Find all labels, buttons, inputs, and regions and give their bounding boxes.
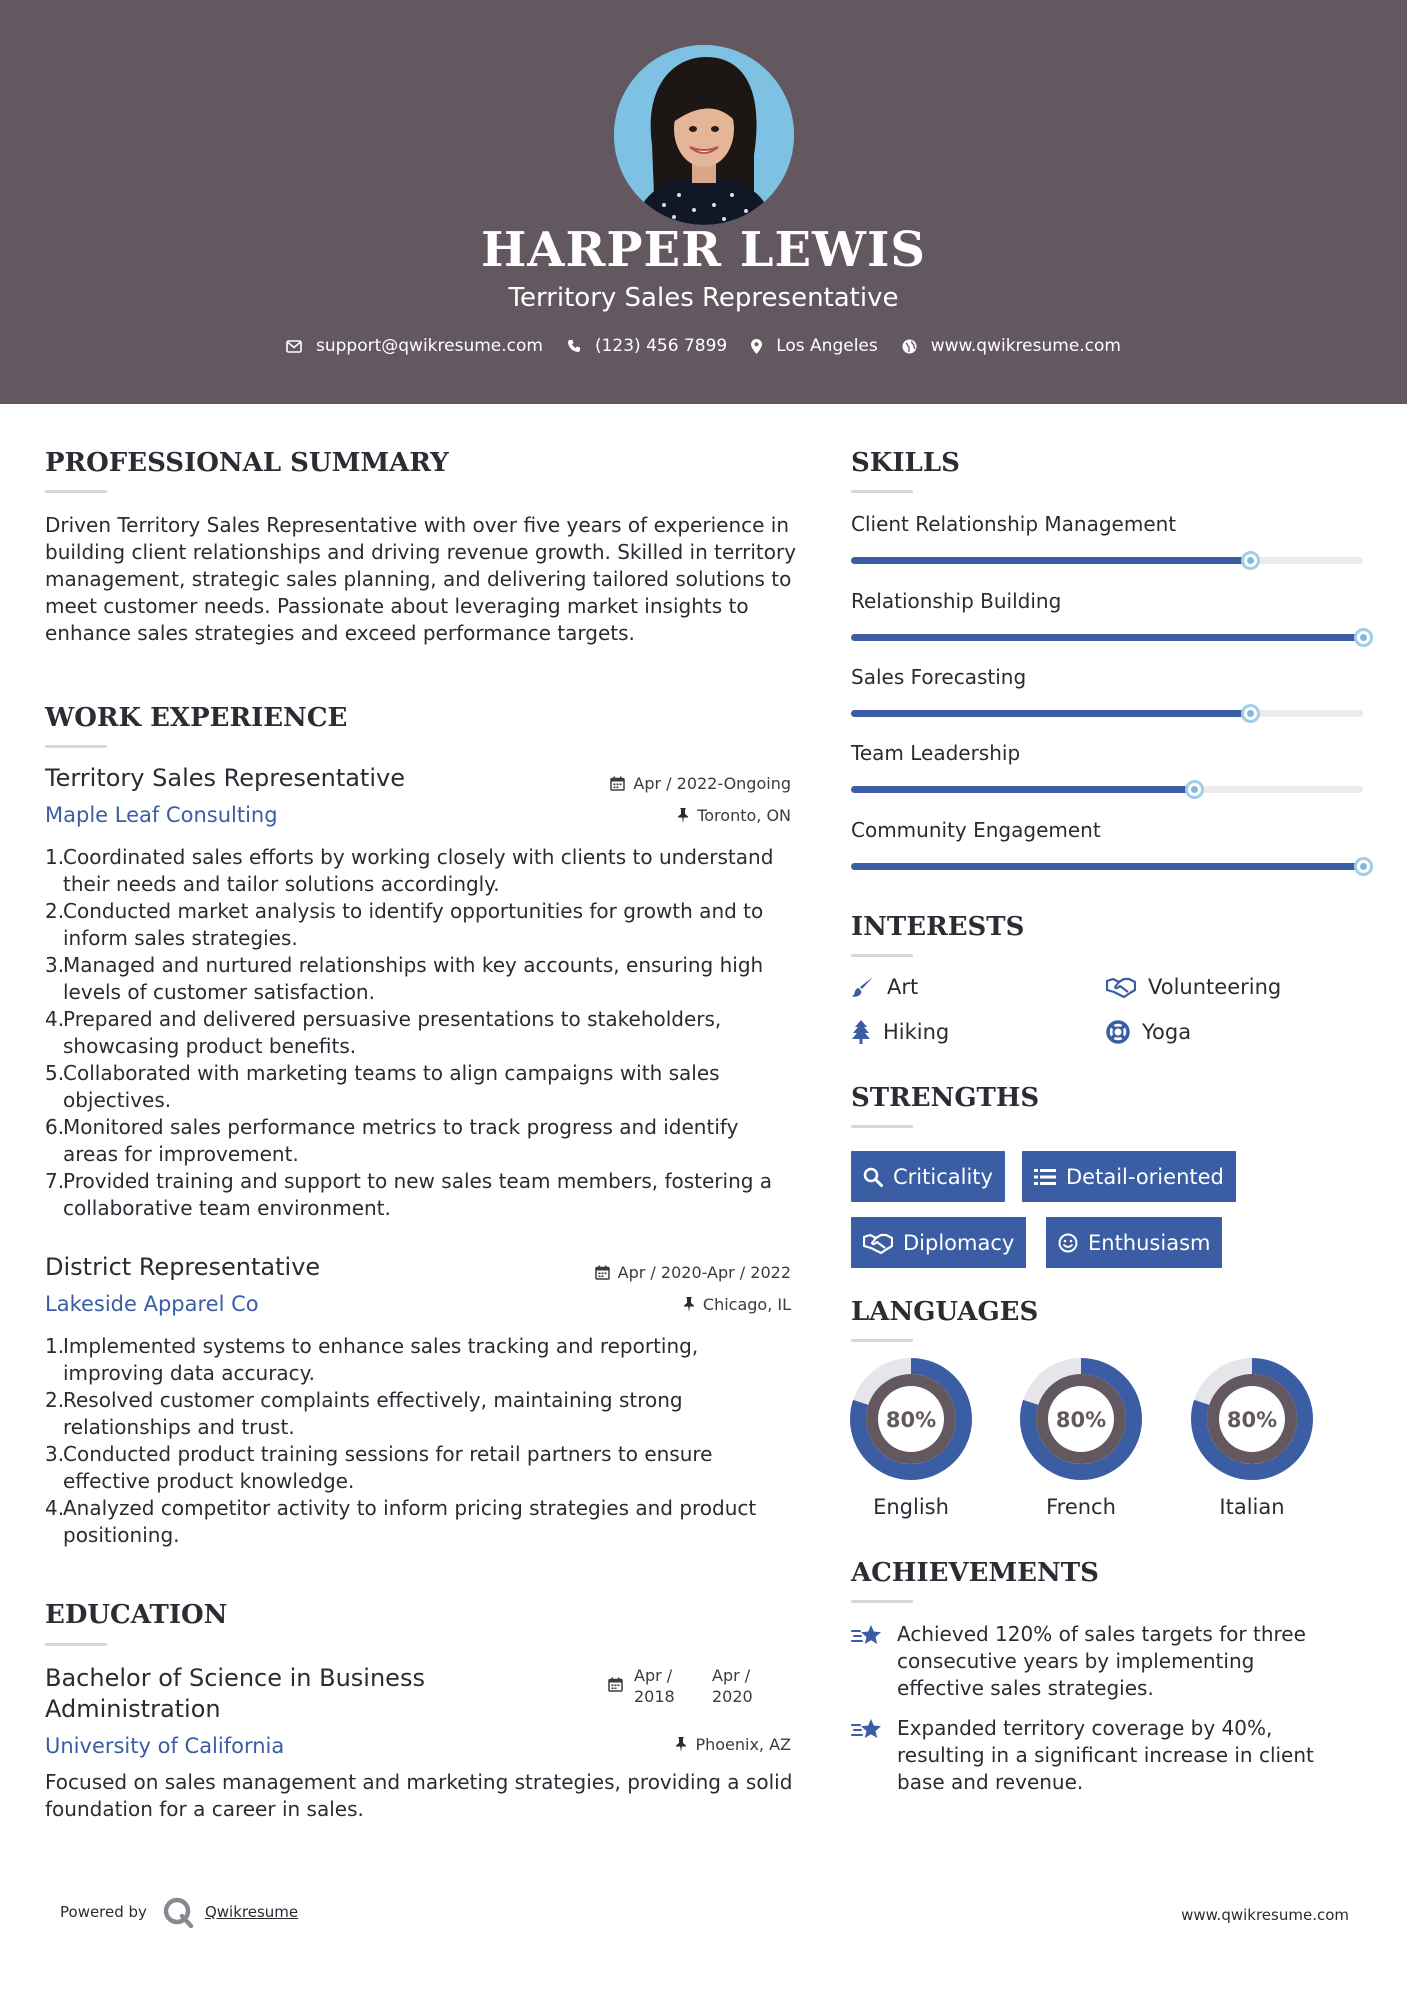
education-heading: EDUCATION xyxy=(45,1600,228,1630)
education-end-line2: 2020 xyxy=(712,1687,753,1706)
interest-hiking xyxy=(851,1020,949,1044)
list-item: 6. Monitored sales performance metrics to track progress and identify areas for improvement. xyxy=(45,1115,739,1166)
handshake-icon xyxy=(1106,976,1136,998)
degree-title-line2: Administration xyxy=(45,1695,221,1723)
skill-bar xyxy=(851,710,1363,717)
achievements-heading-rule xyxy=(851,1600,913,1603)
search-icon xyxy=(863,1167,883,1187)
job-bullets xyxy=(45,844,797,1222)
strength-label: Detail-oriented xyxy=(1066,1164,1224,1189)
profile-photo-illustration xyxy=(614,45,794,225)
strength-tag xyxy=(851,1217,1026,1268)
candidate-title: Territory Sales Representative xyxy=(508,283,899,313)
skill-bar-knob xyxy=(1241,551,1260,570)
achievements-heading: ACHIEVEMENTS xyxy=(851,1558,1099,1588)
paintbrush-icon xyxy=(851,975,875,999)
list-item: 1. Implemented systems to enhance sales tracking and reporting, improving data accuracy. xyxy=(45,1334,699,1385)
list-item-text: Prepared and delivered persuasive presentations to stakeholders, showcasing product benefits. xyxy=(63,1007,722,1058)
qwikresume-link[interactable]: Qwikresume xyxy=(204,1903,299,1921)
pushpin-icon xyxy=(683,1297,695,1312)
list-item-text: Provided training and support to new sales team members, fostering a collaborative team environment. xyxy=(63,1169,773,1220)
education-location xyxy=(520,1735,791,1754)
achievement-text: Achieved 120% of sales targets for three consecutive years by implementing effective sales strategies. xyxy=(897,1622,1306,1700)
interests-heading: INTERESTS xyxy=(851,912,1025,942)
language-percent: 80% xyxy=(1226,1408,1278,1432)
language-name: English xyxy=(873,1495,949,1519)
language-percent: 80% xyxy=(1055,1408,1107,1432)
contact-phone-text: (123) 456 7899 xyxy=(594,336,728,356)
language-name: Italian xyxy=(1219,1495,1285,1519)
pushpin-icon xyxy=(675,1737,687,1752)
list-item: 4. Analyzed competitor activity to inform pricing strategies and product positioning. xyxy=(45,1496,757,1547)
profile-photo xyxy=(614,45,794,225)
list-item: 3. Managed and nurtured relationships with key accounts, ensuring high levels of customer satisfaction. xyxy=(45,953,764,1004)
skill-bar-knob xyxy=(1185,780,1204,799)
interest-label: Hiking xyxy=(883,1020,950,1044)
strength-tag xyxy=(851,1151,1005,1202)
skill-bar xyxy=(851,863,1363,870)
footer-powered-by xyxy=(60,1895,298,1929)
skill-name: Relationship Building xyxy=(851,589,1062,613)
list-item: 1. Coordinated sales efforts by working closely with clients to understand their needs and tailor solutions accordingly. xyxy=(45,845,774,896)
language-percent: 80% xyxy=(885,1408,937,1432)
contact-bar xyxy=(0,336,1407,356)
handshake-icon xyxy=(863,1232,893,1254)
job-location-text: Toronto, ON xyxy=(697,806,791,825)
strengths-heading: STRENGTHS xyxy=(851,1083,1040,1113)
contact-website-text: www.qwikresume.com xyxy=(930,336,1121,356)
shooting-star-icon xyxy=(851,1717,883,1743)
list-item-text: Coordinated sales efforts by working closely with clients to understand their needs and tailor solutions accordingly. xyxy=(63,845,774,896)
calendar-icon xyxy=(595,1265,610,1280)
lifebuoy-icon xyxy=(1106,1020,1130,1044)
list-item: 5. Collaborated with marketing teams to align campaigns with sales objectives. xyxy=(45,1061,720,1112)
footer-website[interactable]: www.qwikresume.com xyxy=(1181,1906,1349,1924)
education-end-date xyxy=(712,1665,753,1707)
achievement-text: Expanded territory coverage by 40%, resulting in a significant increase in client base and revenue. xyxy=(897,1716,1314,1794)
experience-heading-rule xyxy=(45,745,107,748)
contact-location-text: Los Angeles xyxy=(776,336,878,356)
strength-tag xyxy=(1046,1217,1222,1268)
list-item: 3. Conducted product training sessions for retail partners to ensure effective product knowledge. xyxy=(45,1442,713,1493)
education-start-line1: Apr / xyxy=(634,1666,673,1685)
job-dates xyxy=(520,774,791,793)
language-ring-graphic xyxy=(1190,1357,1314,1481)
strengths-heading-rule xyxy=(851,1125,913,1128)
language-ring xyxy=(849,1357,973,1485)
list-item-text: Conducted market analysis to identify opportunities for growth and to inform sales strategies. xyxy=(63,899,764,950)
skill-name: Client Relationship Management xyxy=(851,512,1177,536)
calendar-icon xyxy=(608,1677,623,1692)
languages-heading: LANGUAGES xyxy=(851,1297,1039,1327)
resume-header xyxy=(0,0,1407,404)
interest-art xyxy=(851,975,918,999)
job-location xyxy=(520,806,791,825)
list-icon xyxy=(1034,1168,1056,1186)
skill-bar-knob xyxy=(1241,704,1260,723)
job-company: Lakeside Apparel Co xyxy=(45,1292,259,1316)
summary-heading: PROFESSIONAL SUMMARY xyxy=(45,448,449,478)
skill-bar-fill xyxy=(851,863,1363,870)
skill-bar-fill xyxy=(851,634,1363,641)
experience-heading: WORK EXPERIENCE xyxy=(45,703,348,733)
map-pin-icon xyxy=(751,339,762,354)
job-title: Territory Sales Representative xyxy=(45,764,405,792)
skill-bar-fill xyxy=(851,710,1250,717)
summary-heading-rule xyxy=(45,490,107,493)
skill-bar xyxy=(851,634,1363,641)
skill-name: Sales Forecasting xyxy=(851,665,1027,689)
tree-icon xyxy=(851,1020,871,1044)
interest-label: Art xyxy=(887,975,919,999)
calendar-icon xyxy=(610,776,625,791)
education-end-line1: Apr / xyxy=(712,1666,751,1685)
list-item-text: Implemented systems to enhance sales tracking and reporting, improving data accuracy. xyxy=(63,1334,699,1385)
education-start-date xyxy=(634,1665,675,1707)
job-bullets xyxy=(45,1333,797,1549)
achievement-item xyxy=(851,1715,1341,1796)
job-title: District Representative xyxy=(45,1253,321,1281)
skill-name: Team Leadership xyxy=(851,741,1021,765)
skill-bar xyxy=(851,786,1363,793)
education-heading-rule xyxy=(45,1643,107,1646)
job-location xyxy=(520,1295,791,1314)
school-name: University of California xyxy=(45,1734,285,1758)
calendar-icon-wrap xyxy=(608,1677,623,1696)
skills-heading-rule xyxy=(851,490,913,493)
contact-phone[interactable] xyxy=(567,336,727,356)
envelope-icon xyxy=(286,340,302,353)
strength-label: Enthusiasm xyxy=(1088,1230,1211,1255)
contact-email[interactable] xyxy=(286,336,543,356)
language-ring xyxy=(1019,1357,1143,1485)
list-item: 4. Prepared and delivered persuasive presentations to stakeholders, showcasing product benefits. xyxy=(45,1007,722,1058)
achievement-item xyxy=(851,1621,1341,1702)
globe-icon xyxy=(902,339,917,354)
skill-name: Community Engagement xyxy=(851,818,1101,842)
summary-text: Driven Territory Sales Representative with over five years of experience in building client relationships and driving revenue growth. Skilled in territory management, strategic sales planning, and delivering tailored solutions to meet customer needs. Passionate about leveraging market insights to enhance sales strategies and exceed performance targets. xyxy=(45,513,797,645)
contact-location xyxy=(751,336,878,356)
list-item: 2. Conducted market analysis to identify opportunities for growth and to inform sales strategies. xyxy=(45,899,764,950)
education-description: Focused on sales management and marketing strategies, providing a solid foundation for a career in sales. xyxy=(45,1770,793,1821)
list-item-text: Managed and nurtured relationships with key accounts, ensuring high levels of customer satisfaction. xyxy=(63,953,764,1004)
degree-title-line1: Bachelor of Science in Business xyxy=(45,1664,425,1692)
list-item-text: Collaborated with marketing teams to align campaigns with sales objectives. xyxy=(63,1061,720,1112)
smile-icon xyxy=(1058,1233,1078,1253)
skill-bar-knob xyxy=(1354,628,1373,647)
job-dates xyxy=(520,1263,791,1282)
job-dates-text: Apr / 2022-Ongoing xyxy=(633,774,791,793)
skills-heading: SKILLS xyxy=(851,448,960,478)
powered-by-label: Powered by xyxy=(60,1903,147,1921)
language-ring xyxy=(1190,1357,1314,1485)
language-ring-graphic xyxy=(1019,1357,1143,1481)
skill-bar-knob xyxy=(1354,857,1373,876)
list-item-text: Monitored sales performance metrics to track progress and identify areas for improvement. xyxy=(63,1115,739,1166)
contact-website[interactable] xyxy=(902,336,1121,356)
interest-yoga xyxy=(1106,1020,1191,1044)
phone-icon xyxy=(567,339,581,353)
strength-label: Diplomacy xyxy=(903,1230,1015,1255)
shooting-star-icon xyxy=(851,1623,883,1649)
education-start-line2: 2018 xyxy=(634,1687,675,1706)
list-item-text: Conducted product training sessions for retail partners to ensure effective product knowledge. xyxy=(63,1442,713,1493)
list-item-text: Resolved customer complaints effectively, maintaining strong relationships and trust. xyxy=(63,1388,683,1439)
job-company: Maple Leaf Consulting xyxy=(45,803,278,827)
education-location-text: Phoenix, AZ xyxy=(695,1735,791,1754)
interest-label: Volunteering xyxy=(1148,975,1282,999)
job-location-text: Chicago, IL xyxy=(702,1295,791,1314)
skill-bar-fill xyxy=(851,557,1250,564)
contact-email-text: support@qwikresume.com xyxy=(316,336,543,356)
language-name: French xyxy=(1046,1495,1116,1519)
qwikresume-logo-icon xyxy=(161,1895,195,1929)
list-item: 2. Resolved customer complaints effectively, maintaining strong relationships and trust. xyxy=(45,1388,683,1439)
pushpin-icon xyxy=(677,808,689,823)
list-item: 7. Provided training and support to new sales team members, fostering a collaborative team environment. xyxy=(45,1169,773,1220)
candidate-name: HARPER LEWIS xyxy=(480,222,927,278)
job-dates-text: Apr / 2020-Apr / 2022 xyxy=(617,1263,791,1282)
languages-heading-rule xyxy=(851,1339,913,1342)
interest-volunteering xyxy=(1106,975,1281,999)
interests-heading-rule xyxy=(851,954,913,957)
interest-label: Yoga xyxy=(1142,1020,1192,1044)
language-ring-graphic xyxy=(849,1357,973,1481)
list-item-text: Analyzed competitor activity to inform pricing strategies and product positioning. xyxy=(63,1496,757,1547)
skill-bar-fill xyxy=(851,786,1194,793)
strength-tag xyxy=(1022,1151,1236,1202)
skill-bar xyxy=(851,557,1363,564)
strength-label: Criticality xyxy=(893,1164,993,1189)
